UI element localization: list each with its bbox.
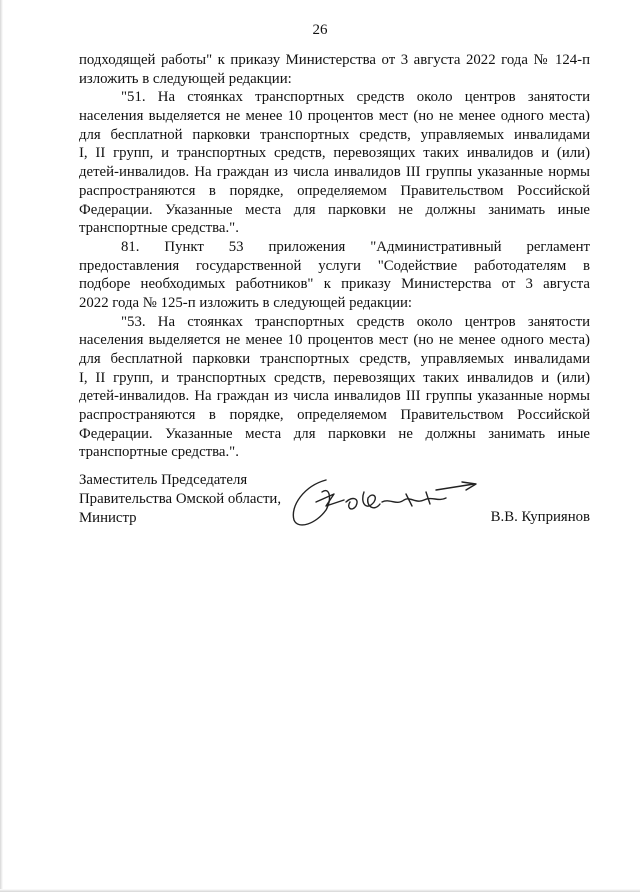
text-line: населения выделяется не менее 10 процентов мест (но не менее одного места) [79,332,590,349]
handwritten-signature [286,472,486,534]
text-line: 2022 года № 125-п изложить в следующей редакции: [79,294,413,311]
paragraph [79,313,590,463]
text-line: I, II групп, и транспортных средств, перевозящих таких инвалидов и (или) [79,369,590,386]
text-line: детей-инвалидов. На граждан из числа инвалидов III группы указанные нормы [79,164,590,181]
text-line: распространяются в порядке, определяемом Правительством Российской [79,182,590,199]
text-line: Федерации. Указанные места для парковки не должны занимать иные [79,201,590,218]
text-line: детей-инвалидов. На граждан из числа инвалидов III группы указанные нормы [79,388,590,405]
text-line: для бесплатной парковки транспортных средств, управляемых инвалидами [79,126,590,143]
text-line: населения выделяется не менее 10 процентов мест (но не менее одного места) [79,108,590,125]
text-line: подходящей работы" к приказу Министерства от 3 августа 2022 года № 124-п [79,52,590,68]
text-line: "53. На стоянках транспортных средств около центров занятости [121,313,590,330]
position-line: Правительства Омской области, [79,491,282,507]
text-line: распространяются в порядке, определяемом Правительством Российской [79,407,590,424]
text-line: подборе необходимых работников" к приказу Министерства от 3 августа [79,276,590,293]
scan-edge [0,0,3,892]
paragraph [79,88,590,238]
text-line: транспортные средства.". [79,220,239,237]
position-line: Министр [79,510,137,526]
signatory-name: В.В. Куприянов [490,509,590,525]
text-line: "51. На стоянках транспортных средств около центров занятости [121,89,590,106]
text-line: изложить в следующей редакции: [79,70,292,87]
text-line: предоставления государственной услуги "Содействие работодателям в [79,257,590,274]
signatory-position [79,471,281,528]
page-number: 26 [312,22,328,38]
text-line: 81. Пункт 53 приложения "Административный регламент [121,238,590,255]
document-body [79,51,590,462]
text-line: Федерации. Указанные места для парковки не должны занимать иные [79,425,590,442]
paragraph [79,238,590,313]
text-line: для бесплатной парковки транспортных средств, управляемых инвалидами [79,351,590,367]
text-line: транспортные средства.". [79,444,239,461]
position-line: Заместитель Председателя [79,472,248,488]
text-line: I, II групп, и транспортных средств, перевозящих таких инвалидов и (или) [79,145,590,162]
paragraph [79,51,590,88]
